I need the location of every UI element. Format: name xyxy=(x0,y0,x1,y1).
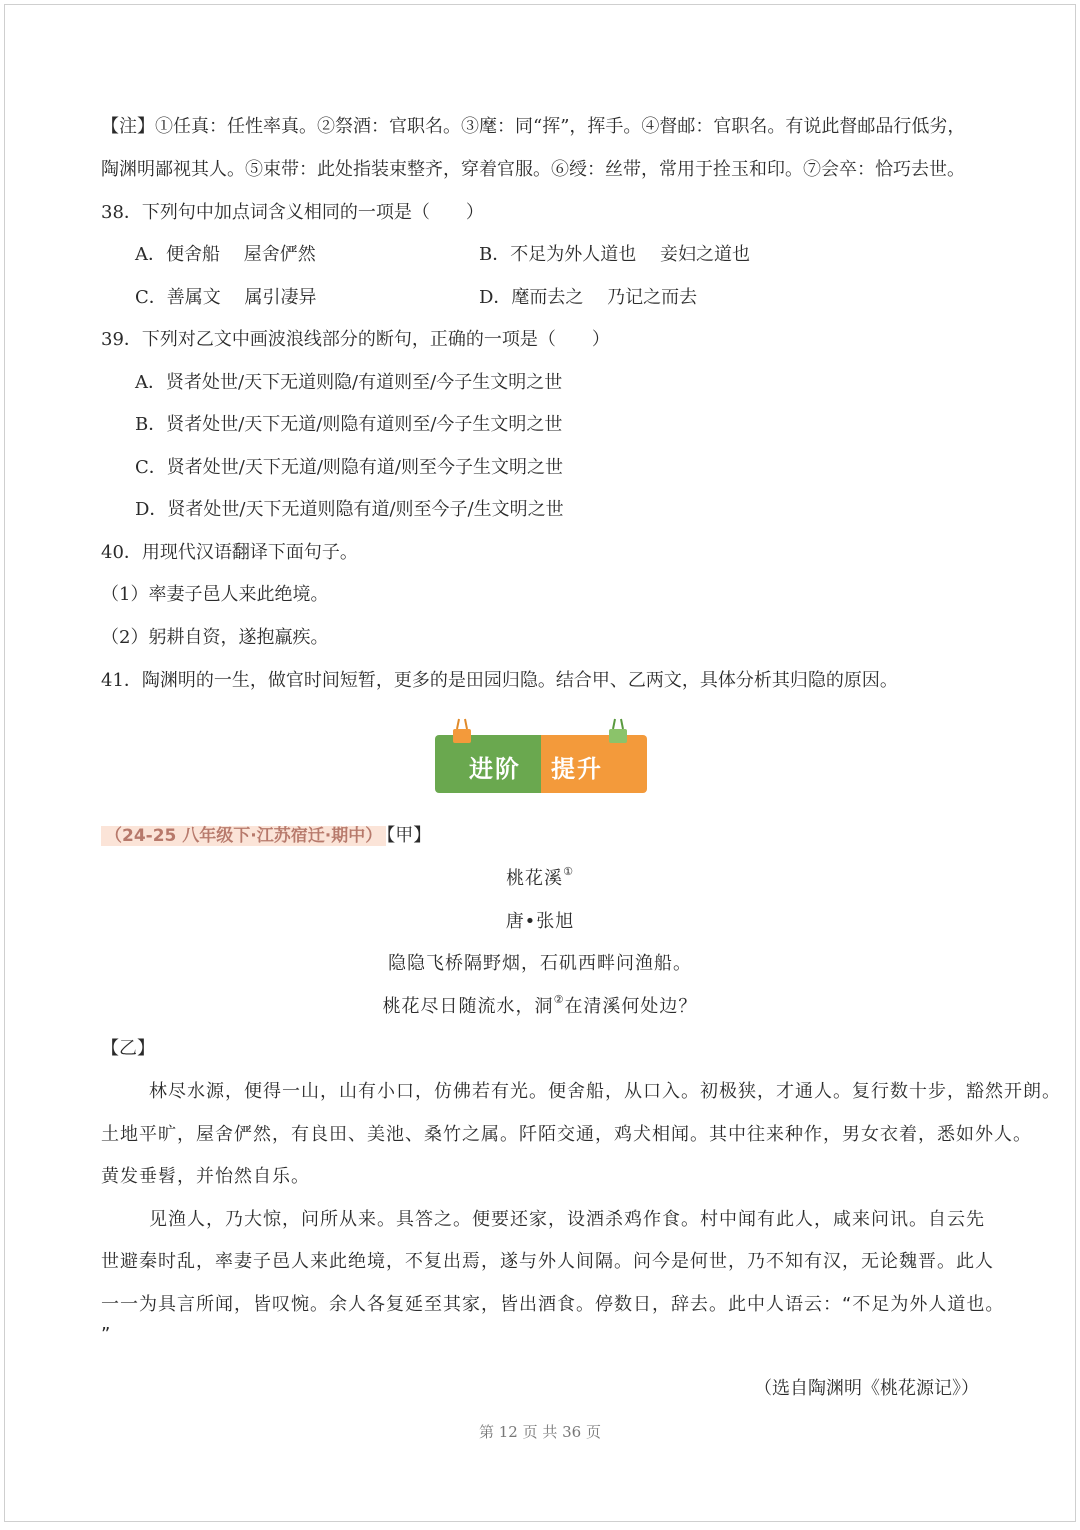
poem-line-2 xyxy=(5,995,1075,1019)
passage-p1-line-2: 土地平旷，屋舍俨然，有良田、美池、桑竹之属。阡陌交通，鸡犬相闻。其中往来种作，男女衣着，悉如外人。 xyxy=(101,1124,1032,1145)
question-39-option-a: A．贤者处世/天下无道则隐/有道则至/今子生文明之世 xyxy=(135,372,563,393)
annotation-notes-line-1: 【注】①任真：任性率真。②祭酒：官职名。③麾：同“挥”，挥手。④督邮：官职名。有说此督邮品行低劣， xyxy=(101,116,966,137)
question-40-stem: 40．用现代汉语翻译下面句子。 xyxy=(101,542,358,563)
poem-title-line xyxy=(5,867,1075,891)
question-39-stem: 39．下列对乙文中画波浪线部分的断句，正确的一项是（ ） xyxy=(101,329,610,350)
question-39-option-d: D．贤者处世/天下无道则隐有道/则至今子/生文明之世 xyxy=(135,499,564,520)
poem-line-1: 隐隐飞桥隔野烟，石矶西畔问渔船。 xyxy=(388,953,692,974)
exam-page xyxy=(4,4,1076,1522)
page-number-footer: 第 12 页 共 36 页 xyxy=(478,1423,601,1441)
poem-title: 桃花溪 xyxy=(506,868,564,889)
passage-p2-line-1: 见渔人，乃大惊，问所从来。具答之。便要还家，设酒杀鸡作食。村中闻有此人，咸来问讯。自云先 xyxy=(149,1209,985,1230)
question-38-option-a: A．便舍船 屋舍俨然 xyxy=(135,244,316,265)
passage-p1-line-1: 林尽水源，便得一山，山有小口，仿佛若有光。便舍船，从口入。初极狭，才通人。复行数十步，豁然开朗。 xyxy=(149,1081,1061,1102)
question-38-option-b: B．不足为外人道也 妾妇之道也 xyxy=(479,244,750,265)
yi-label: 【乙】 xyxy=(101,1038,155,1059)
question-41-stem: 41．陶渊明的一生，做官时间短暂，更多的是田园归隐。结合甲、乙两文，具体分析其归隐的原因。 xyxy=(101,670,898,691)
poem-author: 唐•张旭 xyxy=(505,911,575,932)
question-40-sentence-2: （2）躬耕自资，遂抱羸疾。 xyxy=(101,627,329,648)
green-binder-clip-icon xyxy=(607,717,629,745)
poem-line-2-part-a: 桃花尽日随流水，洞 xyxy=(382,996,554,1017)
question-38-stem: 38．下列句中加点词含义相同的一项是（ ） xyxy=(101,202,484,223)
question-40-sentence-1: （1）率妻子邑人来此绝境。 xyxy=(101,584,329,605)
poem-title-note: ① xyxy=(563,865,574,878)
passage-p2-line-3: 一一为具言所闻，皆叹惋。余人各复延至其家，皆出酒食。停数日，辞去。此中人语云：“不足为外人道也。 xyxy=(101,1294,1005,1315)
passage-source: （选自陶渊明《桃花源记》） xyxy=(754,1378,979,1399)
question-39-option-b: B．贤者处世/天下无道/则隐有道则至/今子生文明之世 xyxy=(135,414,563,435)
question-39-option-c: C．贤者处世/天下无道/则隐有道/则至今子生文明之世 xyxy=(135,457,563,478)
poem-line-2-part-b: 在清溪何处边？ xyxy=(564,996,698,1017)
passage-p1-line-3: 黄发垂髫，并怡然自乐。 xyxy=(101,1166,310,1187)
badge-right-text: 提升 xyxy=(551,755,603,783)
section-header xyxy=(101,824,431,848)
source-tag: （24-25 八年级下·江苏宿迁·期中） xyxy=(101,826,386,846)
badge-left-text: 进阶 xyxy=(469,755,521,783)
jia-label: 【甲】 xyxy=(386,825,432,846)
passage-p2-line-4: ” xyxy=(101,1324,112,1345)
annotation-notes-line-2: 陶渊明鄙视其人。⑤束带：此处指装束整齐，穿着官服。⑥绶：丝带，常用于拴玉和印。⑦会卒：恰巧去世。 xyxy=(101,159,965,180)
passage-p2-line-2: 世避秦时乱，率妻子邑人来此绝境，不复出焉，遂与外人间隔。问今是何世，乃不知有汉，无论魏晋。此人 xyxy=(101,1251,994,1272)
advanced-improve-badge xyxy=(435,735,647,793)
poem-line-2-note: ② xyxy=(553,993,565,1006)
question-38-option-c: C．善属文 属引凄异 xyxy=(135,287,317,308)
orange-binder-clip-icon xyxy=(451,717,473,745)
question-38-option-d: D．麾而去之 乃记之而去 xyxy=(479,287,698,308)
